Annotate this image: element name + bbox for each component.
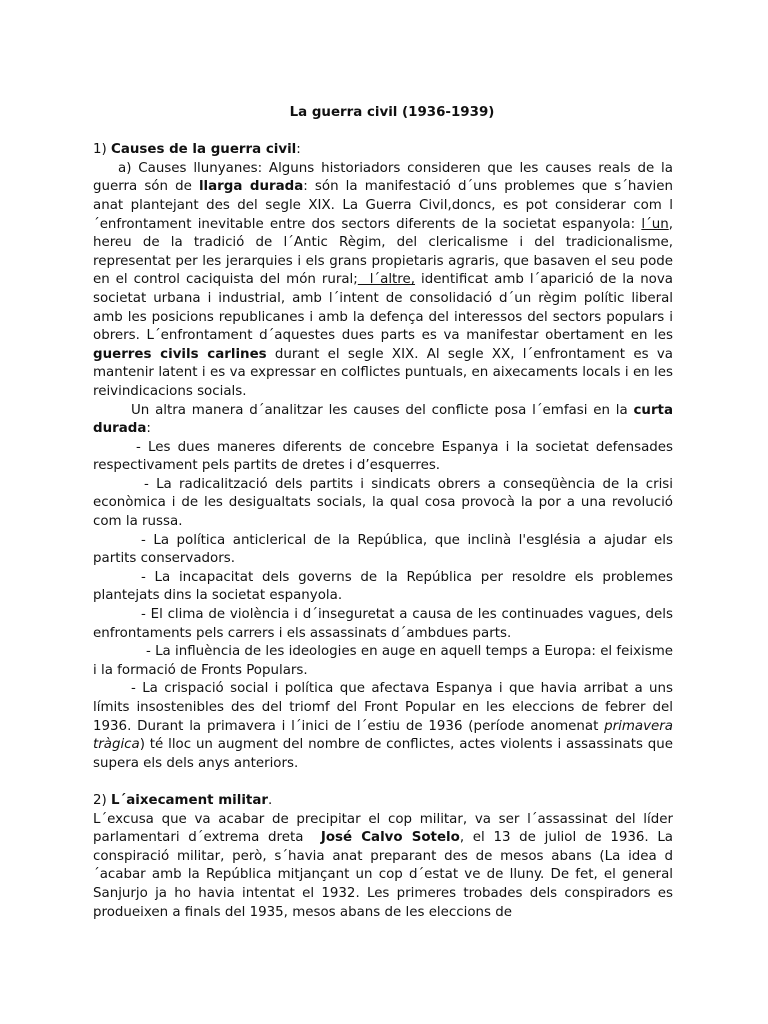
- spacer: [93, 123, 673, 142]
- underlined-laltre: l´altre,: [357, 272, 416, 288]
- text-run: , hereu de la tradició de l´Antic Règim, del clericalisme i del tradicionalisme, representat per les jerarquies i els grans propietaris agraris, que basaven el seu pode en el control caciquista del món rural;: [93, 216, 673, 288]
- list-item: - La incapacitat dels governs de la República per resoldre els problemes plantejats dins la societat espanyola.: [93, 569, 673, 604]
- section2-period: .: [267, 792, 273, 808]
- list-item: - El clima de violència i d´inseguretat a causa de les continuades vagues, dels enfrontaments pels carrers i els assassinats d´ambdues parts.: [93, 607, 673, 641]
- list-item: [93, 680, 673, 773]
- document-title: La guerra civil (1936-1939): [289, 105, 495, 120]
- text-run: : són la manifestació d´uns problemes que s´havien anat plantejant des del segle XIX. La Guerra Civil,doncs, es pot considerar com l´enfrontament inevitable entre dos sectors diferents de la societat espanyola:: [93, 179, 673, 232]
- causes-llunyanes-paragraph: [93, 160, 673, 402]
- section2-heading: L´aixecament militar: [111, 792, 268, 808]
- underlined-lun: l´un: [641, 216, 669, 232]
- list-item: - La política anticlerical de la República, que inclinà l'església a ajudar els partits conservadors.: [93, 532, 673, 567]
- text-run: Un altra manera d´analitzar les causes del conflicte posa l´emfasi en la: [131, 402, 634, 418]
- text-run: ) té lloc un augment del nombre de conflictes, actes violents i assassinats que supera els dels anys anteriors.: [93, 737, 673, 771]
- curta-durada-paragraph: [93, 402, 673, 439]
- text-run: , el 13 de juliol de 1936. La conspiració militar, però, s´havia anat preparant des de mesos abans (La idea d´acabar amb la República mitjançant un cop d´estat ve de lluny. De fet, el general Sanjurjo ja ho havia intentat el 1932. Les primeres trobades dels conspiradors es produeixen a finals del 1935, mesos abans de les eleccions de: [93, 830, 674, 920]
- document-body: [93, 104, 678, 922]
- bold-llarga-durada: llarga durada: [198, 179, 304, 195]
- section1-number: 1): [93, 142, 112, 158]
- bold-calvo-sotelo: José Calvo Sotelo: [320, 830, 460, 846]
- section1-heading: Causes de la guerra civil: [111, 142, 297, 158]
- bold-guerres-carlines: guerres civils carlines: [93, 346, 267, 362]
- section2-heading-line: [93, 792, 673, 811]
- list-item: - Les dues maneres diferents de concebre Espanya i la societat defensades respectivament pels partits de dretes i d’esquerres.: [93, 439, 673, 474]
- section2-number: 2): [93, 792, 112, 808]
- list-item: - La radicalització dels partits i sindicats obrers a conseqüència de la crisi econòmica i de les desigualtats socials, la qual cosa provocà la por a una revolució com la russa.: [93, 476, 673, 530]
- aixecament-paragraph: [93, 811, 678, 923]
- text-run: durant el segle XIX. Al segle XX, l´enfrontament es va mantenir latent i es va expressar en colflictes puntuals, en aixecaments locals i en les reivindicacions socials.: [93, 346, 673, 399]
- text-run: - La crispació social i política que afectava Espanya i que havia arribat a uns límits insostenibles des del triomf del Front Popular en les eleccions de febrer del 1936. Durant la primavera i l´inici de l´estiu de 1936 (període anomenat: [93, 681, 673, 734]
- text-run: L´excusa que va acabar de precipitar el cop militar, va ser l´assassinat del líder parlamentari d´extrema dreta: [93, 811, 678, 846]
- spacer: [93, 773, 673, 792]
- bold-curta-durada: curta durada: [93, 402, 673, 437]
- section1-colon: :: [296, 142, 301, 158]
- text-run: identificat amb l´aparició de la nova societat urbana i industrial, amb l´intent de consolidació d´un règim polític liberal amb les posicions republicanes i amb la defença del interessos del sectors populars i obrers. L´enfrontament d´aquestes dues parts es va manifestar obertament en les: [93, 272, 674, 344]
- text-run: a) Causes llunyanes: Alguns historiadors consideren que les causes reals de la guerra són de: [93, 160, 673, 195]
- italic-primavera-tragica: primavera tràgica: [93, 718, 673, 753]
- text-run: :: [146, 421, 151, 437]
- section1-heading-line: [93, 141, 673, 160]
- list-item: - La influència de les ideologies en auge en aquell temps a Europa: el feixisme i la formació de Fronts Populars.: [93, 644, 673, 678]
